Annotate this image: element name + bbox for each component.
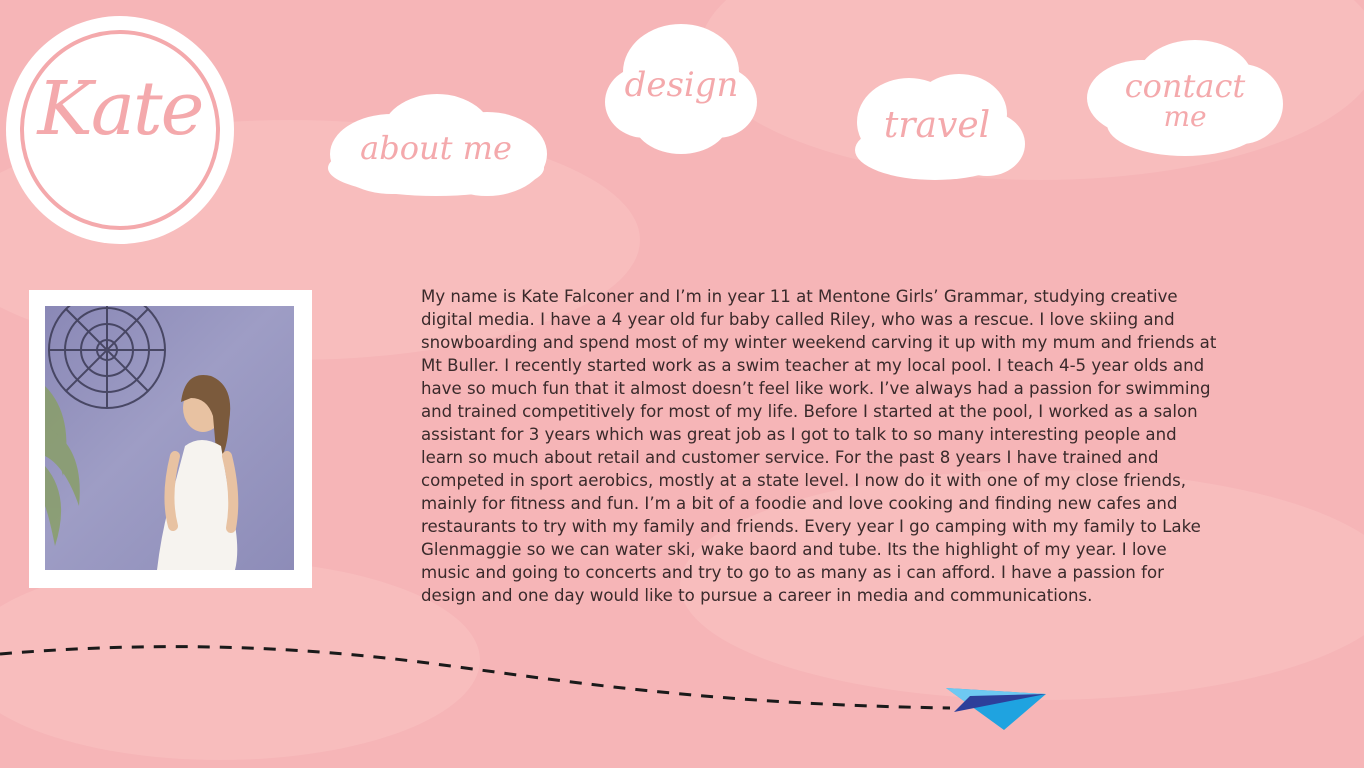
nav-contact-label-line1: contact <box>1124 67 1246 105</box>
nav-contact-me[interactable] <box>1085 38 1285 160</box>
nav-travel[interactable] <box>847 70 1027 182</box>
nav-design-label: design <box>624 65 739 105</box>
nav-contact-label-line2: me <box>1163 100 1207 133</box>
nav-about-me-label: about me <box>360 129 512 167</box>
nav-about-me[interactable] <box>322 92 550 200</box>
paper-plane-icon <box>946 688 1046 730</box>
profile-photo <box>45 306 294 570</box>
logo-text: Kate <box>37 66 203 152</box>
bio-text: My name is Kate Falconer and I’m in year 11 at Mentone Girls’ Grammar, studying creative digital media. I have a 4 year old fur baby called Riley, who was a rescue. I love skiing and snowboarding and spend most of my winter weekend carving it up with my mum and friends at Mt Buller. I recently started work as a swim teacher at my local pool. I teach 4-5 year olds and have so much fun that it almost doesn’t feel like work. I’ve always had a passion for swimming and trained competitively for most of my life. Before I started at the pool, I worked as a salon assistant for 3 years which was great job as I got to talk to so many interesting people and learn so much about retail and customer service. For the past 8 years I have trained and competed in sport aerobics, mostly at a state level. I now do it with one of my close friends, mainly for fitness and fun. I’m a bit of a foodie and love cooking and finding new cafes and restaurants to try with my family and friends. Every year I go camping with my family to Lake Glenmaggie so we can water ski, wake baord and tube. Its the highlight of my year. I love music and going to concerts and try to go to as many as i can afford. I have a passion for design and one day would like to pursue a career in media and communications. <box>421 287 1217 605</box>
site-logo[interactable] <box>8 18 232 242</box>
dashed-flight-path <box>0 647 950 708</box>
profile-photo-illustration <box>45 306 294 570</box>
flight-path-decoration <box>0 630 1100 740</box>
nav-travel-label: travel <box>883 105 991 146</box>
nav-design[interactable] <box>605 20 758 158</box>
photo-frame <box>29 290 312 588</box>
